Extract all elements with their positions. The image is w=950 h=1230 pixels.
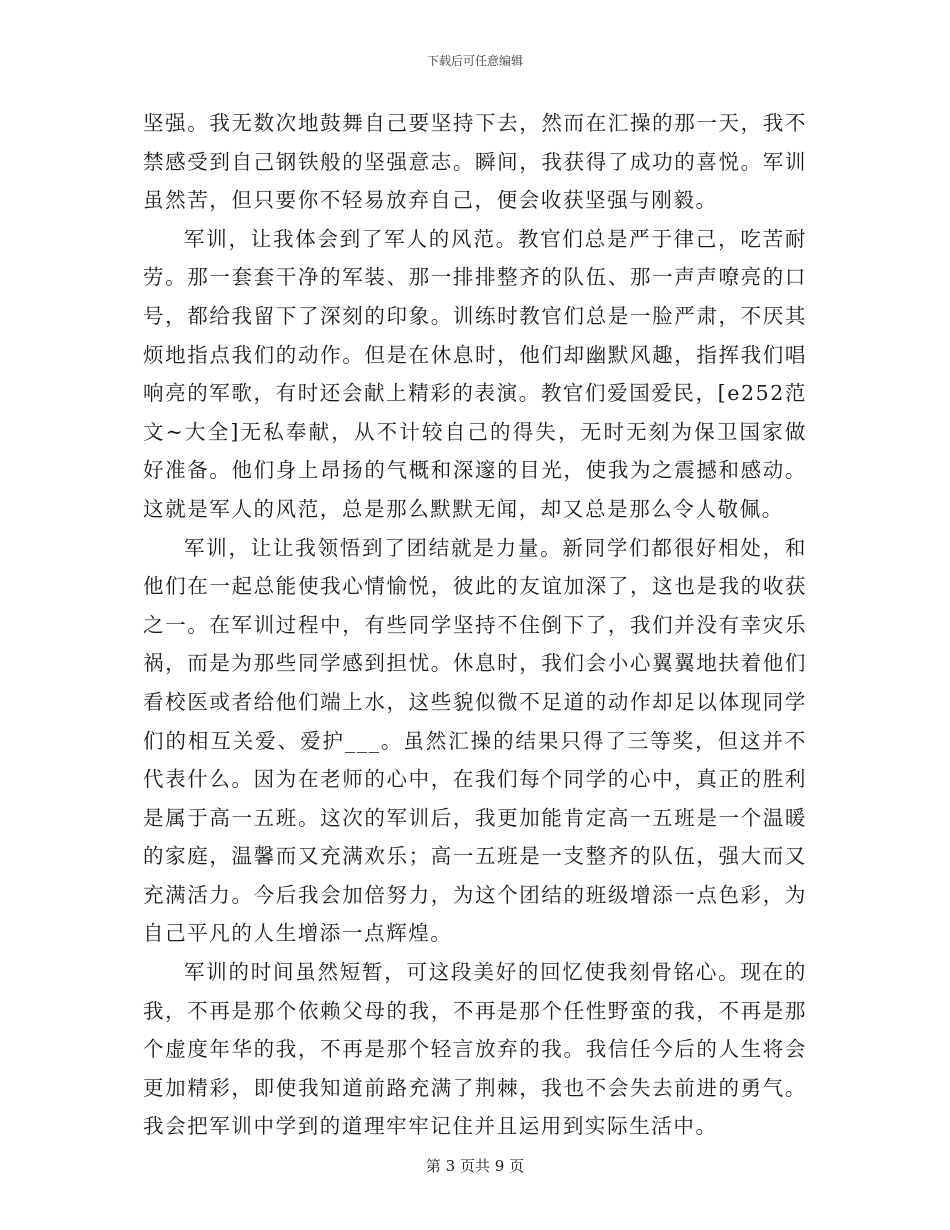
document-body (143, 104, 807, 1146)
paragraph: 军训，让我体会到了军人的风范。教官们总是严于律己，吃苦耐劳。那一套套干净的军装、那一排排整齐的队伍、那一声声嘹亮的口号，都给我留下了深刻的印象。训练时教官们总是一脸严肃，不厌其烦地指点我们的动作。但是在休息时，他们却幽默风趣，指挥我们唱响亮的军歌，有时还会献上精彩的表演。教官们爱国爱民，[e252范文~大全]无私奉献，从不计较自己的得失，无时无刻为保卫国家做好准备。他们身上昂扬的气概和深邃的目光，使我为之震撼和感动。这就是军人的风范，总是那么默默无闻，却又总是那么令人敬佩。 (143, 226, 807, 521)
page-number-footer: 第 3 页共 9 页 (425, 1157, 525, 1175)
page-header: 下载后可任意编辑 (426, 54, 523, 68)
paragraph: 军训，让让我领悟到了团结就是力量。新同学们都很好相处，和他们在一起总能使我心情愉悦，彼此的友谊加深了，这也是我的收获之一。在军训过程中，有些同学坚持不住倒下了，我们并没有幸灾乐祸，而是为那些同学感到担忧。休息时，我们会小心翼翼地扶着他们看校医或者给他们端上水，这些貌似微不足道的动作却足以体现同学们的相互关爱、爱护___。虽然汇操的结果只得了三等奖，但这并不代表什么。因为在老师的心中，在我们每个同学的心中，真正的胜利是属于高一五班。这次的军训后，我更加能肯定高一五班是一个温暖的家庭，温馨而又充满欢乐；高一五班是一支整齐的队伍，强大而又充满活力。今后我会加倍努力，为这个团结的班级增添一点色彩，为自己平凡的人生增添一点辉煌。 (143, 535, 807, 946)
paragraph: 军训的时间虽然短暂，可这段美好的回忆使我刻骨铭心。现在的我，不再是那个依赖父母的我，不再是那个任性野蛮的我，不再是那个虚度年华的我，不再是那个轻言放弃的我。我信任今后的人生将会更加精彩，即使我知道前路充满了荆棘，我也不会失去前进的勇气。我会把军训中学到的道理牢牢记住并且运用到实际生活中。 (143, 960, 807, 1139)
paragraph-continued: 坚强。我无数次地鼓舞自己要坚持下去，然而在汇操的那一天，我不禁感受到自己钢铁般的坚强意志。瞬间，我获得了成功的喜悦。军训虽然苦，但只要你不轻易放弃自己，便会收获坚强与刚毅。 (143, 111, 807, 213)
